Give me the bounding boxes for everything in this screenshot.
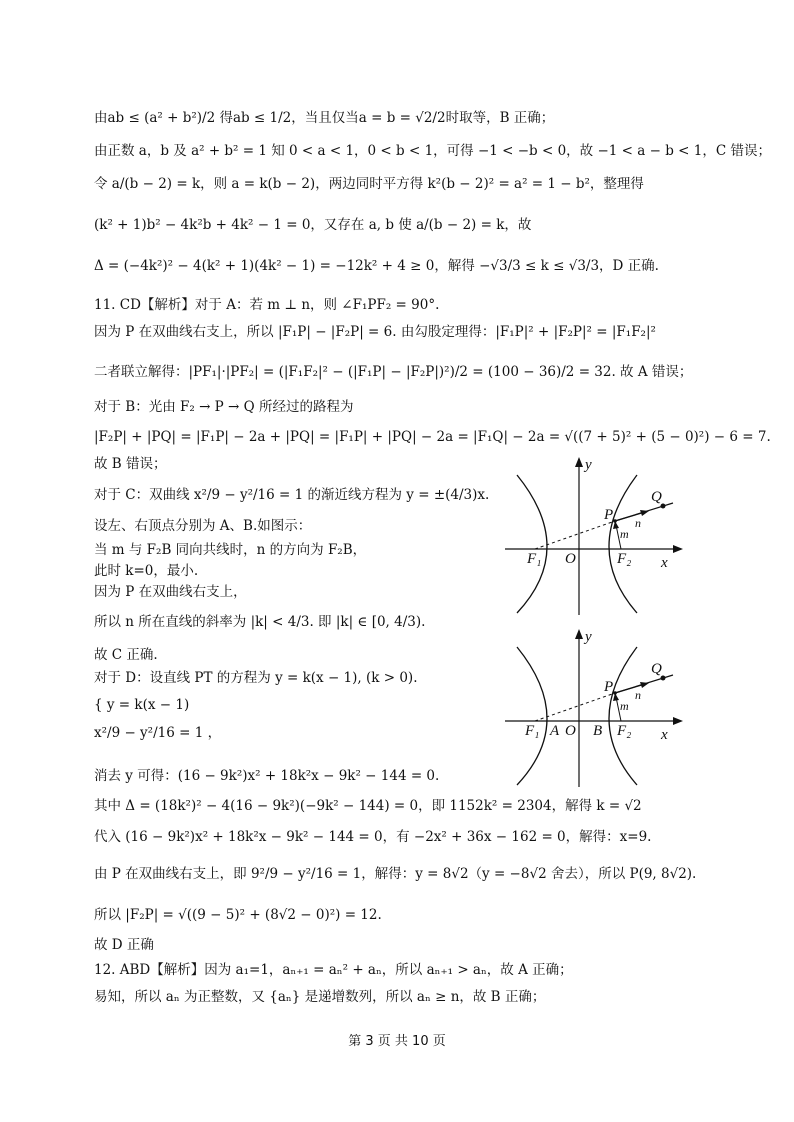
text-line-22: 消去 y 可得：(16 − 9k²)x² + 18k²x − 9k² − 144 = 0. — [94, 768, 440, 784]
text-line-25: 由 P 在双曲线右支上，即 9²/9 − y²/16 = 1，解得：y = 8√2（y = −8√2 舍去），所以 P(9, 8√2). — [94, 866, 697, 882]
a-label: A — [550, 723, 560, 739]
text-line-8: 二者联立解得：|PF₁|·|PF₂| = (|F₁F₂|² − (|F₁P| − |F₂P|)²)/2 = (100 − 36)/2 = 32. 故 A 错误； — [94, 364, 693, 380]
q-label: Q — [651, 489, 662, 505]
text-line-24: 代入 (16 − 9k²)x² + 18k²x − 9k² − 144 = 0，有 −2x² + 36x − 162 = 0，解得：x=9. — [94, 829, 652, 845]
n-label-2: n — [635, 688, 641, 702]
text-line-16: 因为 P 在双曲线右支上， — [94, 584, 247, 600]
f2-label: F₂ — [617, 551, 632, 567]
text-line-15: 此时 k=0，最小. — [94, 563, 199, 579]
x-axis-label-2: x — [661, 727, 668, 743]
y-axis-label: y — [585, 457, 592, 473]
text-line-26: 所以 |F₂P| = √((9 − 5)² + (8√2 − 0)²) = 12. — [94, 907, 382, 923]
text-line-21: x²/9 − y²/16 = 1 ， — [94, 725, 222, 741]
text-line-12: 对于 C：双曲线 x²/9 − y²/16 = 1 的渐近线方程为 y = ±(4/3)x. — [94, 487, 490, 503]
origin-label: O — [565, 551, 576, 567]
y-axis-label-2: y — [585, 629, 592, 645]
text-line-27: 故 D 正确 — [94, 937, 154, 953]
text-line-20: { y = k(x − 1) — [94, 697, 190, 713]
text-line-5: Δ = (−4k²)² − 4(k² + 1)(4k² − 1) = −12k² + 4 ≥ 0，解得 −√3/3 ≤ k ≤ √3/3，D 正确. — [94, 258, 659, 274]
text-line-3: 令 a/(b − 2) = k，则 a = k(b − 2)，两边同时平方得 k²(b − 2)² = a² = 1 − b²，整理得 — [94, 176, 644, 192]
text-line-7: 因为 P 在双曲线右支上，所以 |F₁P| − |F₂P| = 6. 由勾股定理得：|F₁P|² + |F₂P|² = |F₁F₂|² — [94, 324, 656, 340]
text-line-1: 由ab ≤ (a² + b²)/2 得ab ≤ 1/2，当且仅当a = b = √2/2时取等，B 正确； — [94, 110, 555, 126]
text-line-17: 所以 n 所在直线的斜率为 |k| < 4/3. 即 |k| ∈ [0, 4/3). — [94, 614, 426, 630]
m-label-2: m — [620, 699, 629, 713]
page-footer: 第 3 页 共 10 页 — [348, 1034, 446, 1049]
text-line-6: 11. CD【解析】对于 A：若 m ⊥ n，则 ∠F₁PF₂ = 90°. — [94, 297, 440, 313]
f2-label-2: F₂ — [617, 723, 632, 739]
text-line-23: 其中 Δ = (18k²)² − 4(16 − 9k²)(−9k² − 144) = 0，即 1152k² = 2304，解得 k = √2 — [94, 798, 642, 814]
x-axis-label: x — [661, 555, 668, 571]
p-label: P — [604, 507, 614, 523]
q-label-2: Q — [651, 661, 662, 677]
text-line-19: 对于 D：设直线 PT 的方程为 y = k(x − 1), (k > 0). — [94, 670, 418, 686]
f1-label-2: F₁ — [525, 723, 540, 739]
text-line-28: 12. ABD【解析】因为 a₁=1，aₙ₊₁ = aₙ² + aₙ，所以 aₙ₊₁ > aₙ，故 A 正确； — [94, 962, 573, 978]
text-line-11: 故 B 错误； — [94, 456, 167, 472]
text-line-14: 当 m 与 F₂B 同向共线时，n 的方向为 F₂B， — [94, 542, 367, 558]
text-line-9: 对于 B：光由 F₂ → P → Q 所经过的路程为 — [94, 399, 354, 415]
m-label: m — [620, 527, 629, 541]
origin-label-2: O — [565, 723, 576, 739]
text-line-2: 由正数 a，b 及 a² + b² = 1 知 0 < a < 1，0 < b < 1，可得 −1 < −b < 0，故 −1 < a − b < 1，C 错误； — [94, 143, 771, 159]
f1-label: F₁ — [527, 551, 542, 567]
text-line-10: |F₂P| + |PQ| = |F₁P| − 2a + |PQ| = |F₁P| + |PQ| − 2a = |F₁Q| − 2a = √((7 + 5)² + (5 − 0)²) − 6 = 7. — [94, 429, 771, 445]
hyperbola-figure-2 — [505, 627, 690, 792]
text-line-4: (k² + 1)b² − 4k²b + 4k² − 1 = 0，又存在 a, b 使 a/(b − 2) = k，故 — [94, 217, 532, 233]
n-label: n — [635, 516, 641, 530]
text-line-13: 设左、右顶点分别为 A、B.如图示： — [94, 518, 312, 534]
p-label-2: P — [604, 679, 614, 695]
hyperbola-figure-1 — [505, 455, 690, 620]
b-label: B — [593, 723, 603, 739]
text-line-18: 故 C 正确. — [94, 647, 158, 663]
text-line-29: 易知，所以 aₙ 为正整数，又 {aₙ} 是递增数列，所以 aₙ ≥ n，故 B 正确； — [94, 989, 546, 1005]
